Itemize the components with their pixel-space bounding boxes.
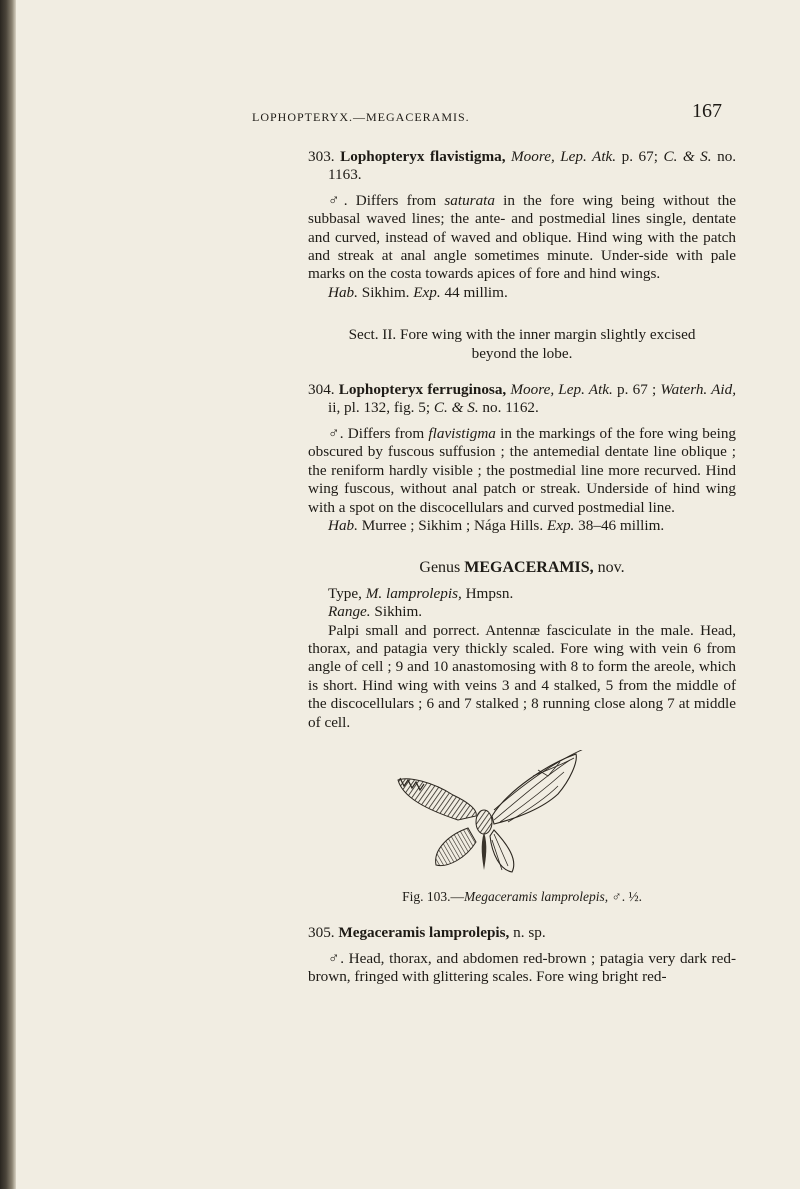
reference: Moore, Lep. Atk. (510, 381, 613, 399)
page-body (308, 148, 736, 987)
entry-number: 304. (308, 381, 335, 399)
figure-caption: Fig. 103.—Megaceramis lamprolepis, ♂. ½. (402, 888, 642, 904)
genus-description: Palpi small and porrect. Antennæ fasciculate in the male. Head, thorax, and patagia very thickly scaled. Fore wing with vein 6 from angle of cell ; 9 and 10 anastomosing with 8 to form the areole, which is short. Hind wing with veins 3 and 4 stalked, 5 from the middle of the discocellulars ; 6 and 7 stalked ; 8 running close along 7 at middle of cell. (308, 621, 736, 731)
species-name: Megaceramis lamprolepis, (338, 924, 510, 942)
figure-103 (308, 750, 736, 876)
species-name: Lophopteryx ferruginosa, (338, 381, 507, 399)
entry-304-habitat: Hab. Murree ; Sikhim ; Nága Hills. Exp. 38–46 millim. (328, 516, 665, 534)
male-symbol: ♂. (328, 424, 344, 442)
catalogue-number: no. 1163. (328, 148, 737, 184)
section-heading: Sect. II. Fore wing with the inner margin slightly excised beyond the lobe. (348, 326, 696, 362)
page-number: 167 (692, 100, 722, 122)
entry-303-description: ♂. Differs from saturata in the fore wing being without the subbasal waved lines; the ante- and postmedial lines single, dentate and curved, instead of waved and oblique. Hind wing with the patch and streak at anal angle sometimes minute. Under-side with pale marks on the costa towards apices of fore and hind wings. (308, 191, 737, 283)
male-symbol: ♂. (328, 949, 345, 967)
entry-number: 303. (308, 148, 335, 165)
genus-type: Type, M. lamprolepis, Hmpsn. (328, 584, 514, 602)
entry-304-heading: 304. Lophopteryx ferruginosa, Moore, Lep. Atk. p. 67 ; Waterh. Aid, ii, pl. 132, fig. 5; C. & S. no. 1162. (308, 381, 737, 417)
entry-303-habitat: Hab. Sikhim. Exp. 44 millim. (328, 283, 508, 301)
reference-page: p. 67 ; (617, 381, 657, 399)
entry-305-heading: 305. Megaceramis lamprolepis, n. sp. (308, 924, 546, 942)
entry-number: 305. (308, 924, 335, 942)
male-symbol: ♂. (328, 191, 348, 209)
species-name: Lophopteryx flavistigma, (340, 148, 506, 165)
reference: Moore, Lep. Atk. (511, 148, 617, 165)
book-spine-shadow (0, 0, 16, 1189)
running-title: LOPHOPTERYX.—MEGACERAMIS. (252, 110, 470, 124)
reference-catalogue: C. & S. (433, 399, 479, 417)
compared-species: flavistigma (428, 424, 496, 442)
genus-range: Range. Sikhim. (328, 603, 423, 621)
reference-page: p. 67; (621, 148, 658, 165)
moth-illustration (308, 750, 736, 876)
genus-heading: Genus MEGACERAMIS, nov. (419, 559, 625, 577)
reference-secondary: Waterh. Aid, (660, 381, 737, 399)
entry-303-heading (308, 148, 736, 185)
genus-name: MEGACERAMIS, (464, 559, 594, 577)
entry-304-description: ♂. Differs from flavistigma in the markings of the fore wing being obscured by fuscous suffusion ; the antemedial dentate line oblique ; the reniform hardly visible ; the postmedial line more recurved. Hind wing fuscous, without anal patch or streak. Underside of hind wing with a spot on the discocellulars and curved postmedial line. (308, 424, 737, 516)
catalogue-number: no. 1162. (482, 399, 539, 417)
entry-305-description: ♂. Head, thorax, and abdomen red-brown ; patagia very dark red-brown, fringed with glittering scales. Fore wing bright red- (308, 949, 736, 986)
reference-catalogue: C. & S. (663, 148, 712, 165)
compared-species: saturata (444, 191, 495, 209)
